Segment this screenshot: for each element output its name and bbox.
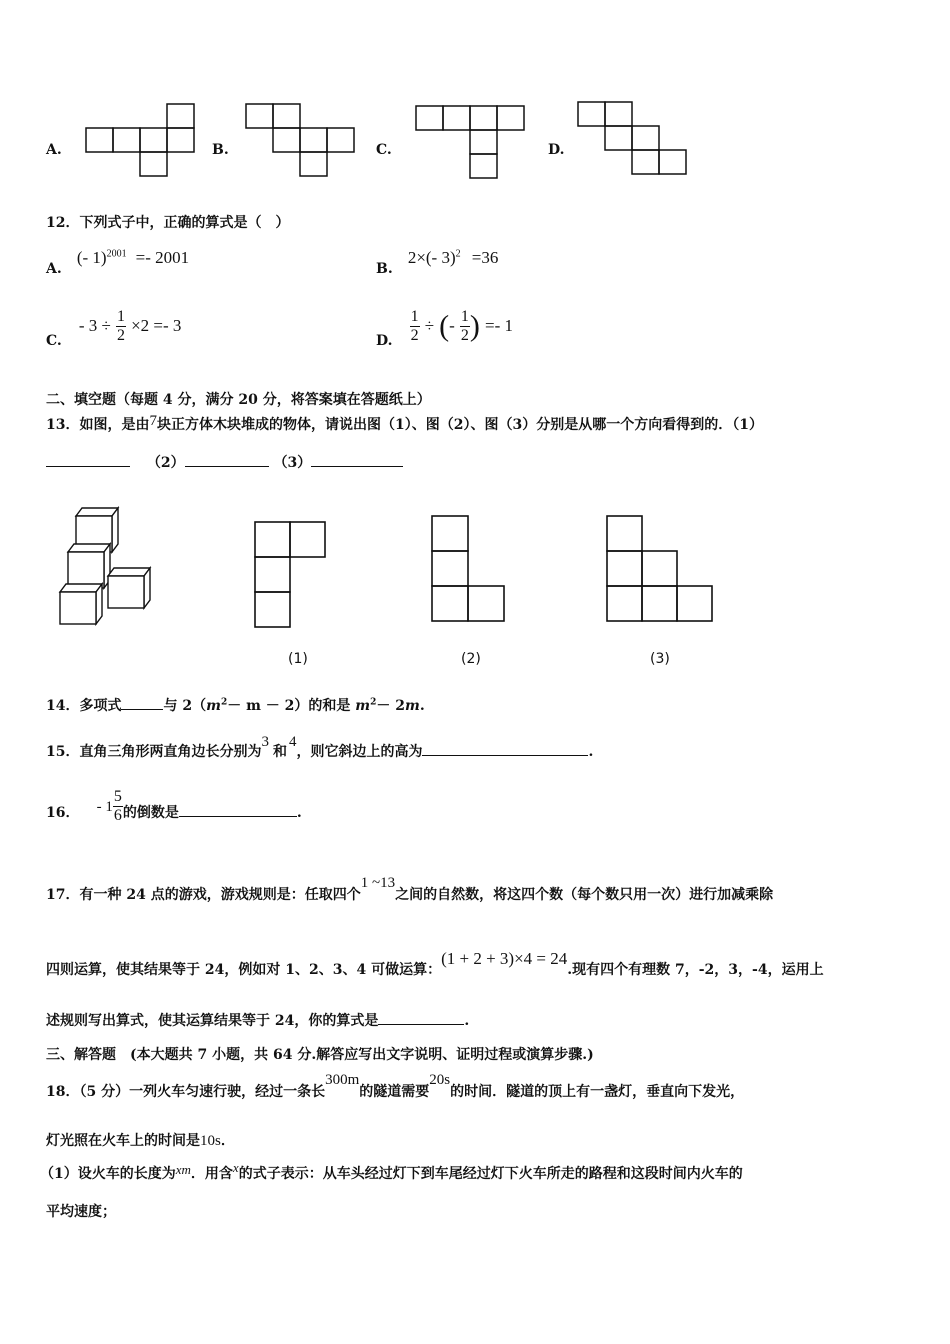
net-figure-a [86, 104, 206, 179]
q14-answer-blank[interactable] [121, 695, 163, 710]
q17-line-3 [46, 1010, 469, 1030]
q12-c-label: C. [46, 333, 62, 349]
q12-d-fraction-1 [410, 308, 420, 345]
q13-line-2 [46, 452, 403, 472]
q16-negative-whole: - 1 [96, 799, 113, 815]
q18-time: 20s [429, 1072, 451, 1088]
q12-d-divide: ÷ [424, 316, 435, 335]
q12-option-c [46, 308, 182, 349]
q12-d-fraction-2 [460, 308, 470, 345]
q17-text-b: 之间的自然数，将这四个数（每个数只用一次）进行加减乘除 [395, 887, 774, 903]
q17-answer-blank[interactable] [378, 1010, 464, 1025]
q12-d-rest: =- 1 [485, 316, 513, 335]
q18-light-time: 10s [200, 1133, 221, 1149]
q12-c-fraction [116, 308, 126, 345]
q14-text-d: － 2 [376, 698, 405, 714]
option-c-label: C. [376, 142, 392, 158]
option-a-label: A. [46, 142, 62, 158]
q15-text [46, 734, 594, 761]
q14-text-a: 14．多项式 [46, 698, 122, 714]
q16-numerator: 5 [113, 788, 122, 805]
q12-a-exponent: 2001 [106, 248, 127, 260]
q12-c-rest: ×2 =- 3 [131, 316, 182, 335]
q12-a-label: A. [46, 261, 62, 277]
q16-answer-blank[interactable] [179, 802, 297, 817]
q15-number-4: 4 [288, 734, 297, 750]
q12-c-pre: - 3 ÷ [78, 316, 111, 335]
q12-b-pre: 2×(- 3) [407, 248, 456, 267]
net-figure-b [246, 104, 366, 179]
q17-line-2 [46, 949, 824, 979]
stacked-cubes-figure [58, 506, 158, 626]
q17-text-a: 17．有一种 24 点的游戏，游戏规则是：任取四个 [46, 887, 361, 903]
q16-text [46, 788, 302, 825]
q12-b-label: B. [376, 261, 393, 277]
q12-d-numerator-1: 1 [410, 308, 419, 325]
q15-answer-blank[interactable] [422, 741, 588, 756]
q12-c-numerator: 1 [116, 308, 125, 325]
view-caption-3: (3) [650, 651, 670, 667]
q14-text-c: － m － 2）的和是 [227, 698, 356, 714]
q14-text-e: . [419, 698, 425, 714]
q12-b-rest: =36 [471, 248, 499, 267]
q18-sub1-xm: xm [175, 1162, 191, 1177]
section-2-title: 二、填空题（每题 4 分，满分 20 分，将答案填在答题纸上） [46, 392, 431, 408]
q18-line-1 [46, 1072, 745, 1101]
view-caption-2: (2) [461, 651, 481, 667]
q18-text-e: ． [220, 1133, 235, 1149]
q13-answer-blank-3[interactable] [311, 452, 403, 467]
view-figure-1 [254, 521, 326, 629]
q14-var-m3: m [404, 698, 420, 714]
q13-label-2: （2） [146, 455, 185, 471]
q17-range: 1 ~13 [360, 875, 396, 891]
q18-sub-1 [40, 1160, 743, 1183]
q18-text-c: 的时间．隧道的顶上有一盏灯，垂直向下发光， [450, 1084, 745, 1100]
q17-end: . [464, 1013, 470, 1029]
q16-text-a: 的倒数是 [122, 805, 179, 821]
q14-text-b: 与 2（ [163, 698, 207, 714]
q13-line-1 [46, 414, 763, 434]
q17-text-e: 述规则写出算式，使其运算结果等于 24，你的算式是 [46, 1013, 379, 1029]
q17-text-d: .现有四个有理数 7，-2，3，-4，运用上 [567, 962, 824, 978]
q13-answer-blank-1[interactable] [46, 452, 130, 467]
section-3-title: 三、解答题 (本大题共 7 小题，共 64 分.解答应写出文字说明、证明过程或演算步骤.) [46, 1047, 594, 1063]
q16-label: 16． [46, 805, 80, 821]
q13-text-b: 块正方体木块堆成的物体，请说出图（1）、图（2）、图（3）分别是从哪一个方向看得到的．（1） [156, 417, 763, 433]
q17-line-1 [46, 875, 774, 904]
q13-answer-blank-2[interactable] [185, 452, 269, 467]
q18-line-2 [46, 1130, 235, 1150]
q16-end: . [296, 805, 302, 821]
net-figure-d [578, 102, 698, 177]
q14-var-m2: m [355, 698, 371, 714]
option-b-label: B. [212, 142, 229, 158]
q12-option-b [376, 248, 499, 277]
q13-text-a: 13．如图，是由 [46, 417, 150, 433]
q12-d-numerator-2: 1 [460, 308, 469, 325]
view-figure-2 [431, 515, 507, 623]
q18-text-d: 灯光照在火车上的时间是 [46, 1133, 200, 1149]
q15-text-a: 15．直角三角形两直角边长分别为 [46, 744, 262, 760]
q16-denominator: 6 [113, 807, 122, 824]
q12-a-rest: =- 2001 [135, 248, 190, 267]
q12-d-denominator-1: 2 [410, 327, 419, 344]
q12-option-a [46, 248, 190, 277]
q18-tunnel-length: 300m [325, 1072, 360, 1088]
q12-d-denominator-2: 2 [460, 327, 469, 344]
q15-and: 和 [272, 744, 287, 760]
q15-end: . [588, 744, 594, 760]
option-d-label: D. [548, 142, 565, 158]
q15-number-3: 3 [261, 734, 269, 750]
q12-stem: 12．下列式子中，正确的算式是（ ） [46, 215, 290, 231]
q12-d-negative: - [449, 316, 455, 335]
q15-text-b: ，则它斜边上的高为 [296, 744, 423, 760]
q12-b-exponent: 2 [455, 248, 461, 260]
q18-sub1-text-a: （1）设火车的长度为 [40, 1166, 176, 1182]
view-caption-1: (1) [288, 651, 308, 667]
q14-text: 14．多项式 与 $2(m^2- m - 2)$的和是 $m^2- 2m$. [46, 695, 425, 715]
q18-text-a: 18．（5 分）一列火车匀速行驶，经过一条长 [46, 1084, 326, 1100]
q12-d-label: D. [376, 333, 393, 349]
q14-var-m: m [206, 698, 221, 714]
q13-cube-count: 7 [149, 413, 157, 429]
net-figure-c [416, 106, 536, 181]
q18-sub1-text-d: 平均速度； [46, 1204, 116, 1220]
q13-label-3: （3） [273, 455, 312, 471]
view-figure-3 [606, 515, 716, 623]
q17-text-c: 四则运算，使其结果等于 24，例如对 1、2、3、4 可做运算： [46, 962, 442, 978]
q12-c-denominator: 2 [116, 327, 125, 344]
q12-a-base: (- 1) [76, 248, 107, 267]
q18-sub1-x: x [232, 1160, 239, 1175]
q18-sub1-text-b: ．用含 [190, 1166, 233, 1182]
q18-sub1-text-c: 的式子表示：从车头经过灯下到车尾经过灯下火车所走的路程和这段时间内火车的 [238, 1166, 743, 1182]
q16-fraction [113, 788, 123, 825]
q12-option-d: D. $\frac{1}{2}$ ÷ (- $\frac{1}{2}$ ) =- 1 [376, 308, 513, 349]
q18-text-b: 的隧道需要 [359, 1084, 430, 1100]
q17-example-expression: (1 + 2 + 3)×4 = 24 [441, 949, 568, 968]
